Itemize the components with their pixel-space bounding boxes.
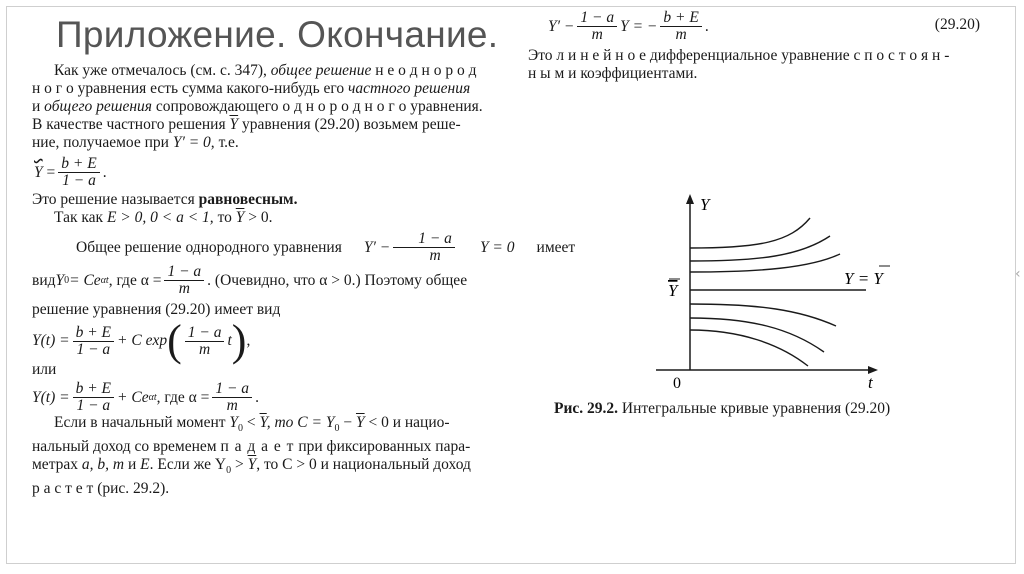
paragraph-4: Так как E > 0, 0 < a < 1, то $\overline{Y} > 0$.	[54, 209, 273, 226]
fraction: $\frac{1 - a}{m}$	[577, 10, 617, 43]
curve-upper-1	[690, 218, 810, 248]
equilibrium-line-label: Y = Y	[844, 269, 883, 288]
paragraph-2: В качестве частного решения $\overline{Y}$ уравнения (29.20) возьмем реше-	[32, 116, 461, 133]
curve-upper-3	[690, 254, 840, 272]
linear-equation-text-2: н ы м и коэффициентами.	[528, 65, 698, 82]
curve-lower-3	[690, 330, 808, 366]
or-text: или	[32, 361, 57, 378]
y-axis-arrow-icon	[686, 194, 694, 204]
equation-29-20: Y′ − $\frac{1 - a}{m}$ Y = − $\frac{b + E}{m}$ .	[548, 9, 709, 43]
curve-lower-2	[690, 318, 824, 352]
slide-title: Приложение. Окончание.	[56, 14, 499, 55]
paragraph-5: Общее решение однородного уравнения Y′ − $\frac{1 - a}{m}$ Y = 0 имеет	[76, 230, 576, 264]
general-solution-formula-2: Y(t) = $\frac{b + E}{1 - a}$ + Ce αt , где α = $\frac{1 - a}{m}$ .	[32, 380, 259, 414]
paragraph-1-cont: н о г о уравнения есть сумма какого-нибудь его частного решения	[32, 80, 471, 97]
equilibrium-formula: Y = $\frac{b + E}{1 - a}$ .	[34, 155, 107, 189]
y-axis-label: Y	[700, 195, 710, 214]
paragraph-6: вид Y 0 = Ce αt , где α = $\frac{1 - a}{m}$ . (Очевидно, что α > 0.) Поэтому общее	[32, 263, 468, 297]
x-axis-label: t	[868, 373, 873, 392]
figure-caption: Рис. 29.2. Интегральные кривые уравнения (29.20)	[554, 400, 891, 417]
paragraph-2-cont: ние, получаемое при Y′ = 0, т.е.	[32, 134, 239, 151]
main-text	[32, 62, 576, 498]
linear-equation-text: Это л и н е й н о е дифференциальное уравнение с п о с т о я н -	[528, 47, 950, 64]
ybar-label: Y	[668, 281, 678, 300]
chevron-left-icon: ‹	[1015, 266, 1021, 282]
equation-block	[528, 10, 1016, 83]
paragraph-10: метрах a, b, m и E. Если же $Y_0 > \overline{Y}$, то C > 0 и национальный доход	[32, 456, 471, 477]
origin-label: 0	[673, 375, 681, 392]
paragraph-1: Как уже отмечалось (см. с. 347), общее решение н е о д н о р о д	[54, 62, 477, 79]
curve-upper-2	[690, 236, 830, 261]
integral-curves-figure	[640, 192, 900, 392]
paragraph-7: решение уравнения (29.20) имеет вид	[32, 301, 281, 318]
general-solution-formula: Y(t) = $\frac{b + E}{1 - a}$ + C exp ( $\frac{1 - a}{m}$ t ) ,	[32, 316, 251, 365]
paragraph-11: р а с т е т (рис. 29.2).	[32, 480, 170, 498]
paragraph-1-cont2: и общего решения сопровождающего о д н о р о д н о г о уравнения.	[32, 98, 483, 115]
fraction: $\frac{b + E}{m}$	[660, 10, 701, 43]
curve-lower-1	[690, 304, 836, 326]
paragraph-9: нальный доход со временем п а д а е т при фиксированных пара-	[32, 438, 471, 456]
equation-number: (29.20)	[934, 16, 980, 33]
paragraph-8: Если в начальный момент $Y_0 < \overline{Y}$, то $C = Y_0 - \overline{Y} < 0$ и нацио-	[54, 414, 450, 435]
paragraph-3: Это решение называется равновесным.	[32, 191, 298, 208]
